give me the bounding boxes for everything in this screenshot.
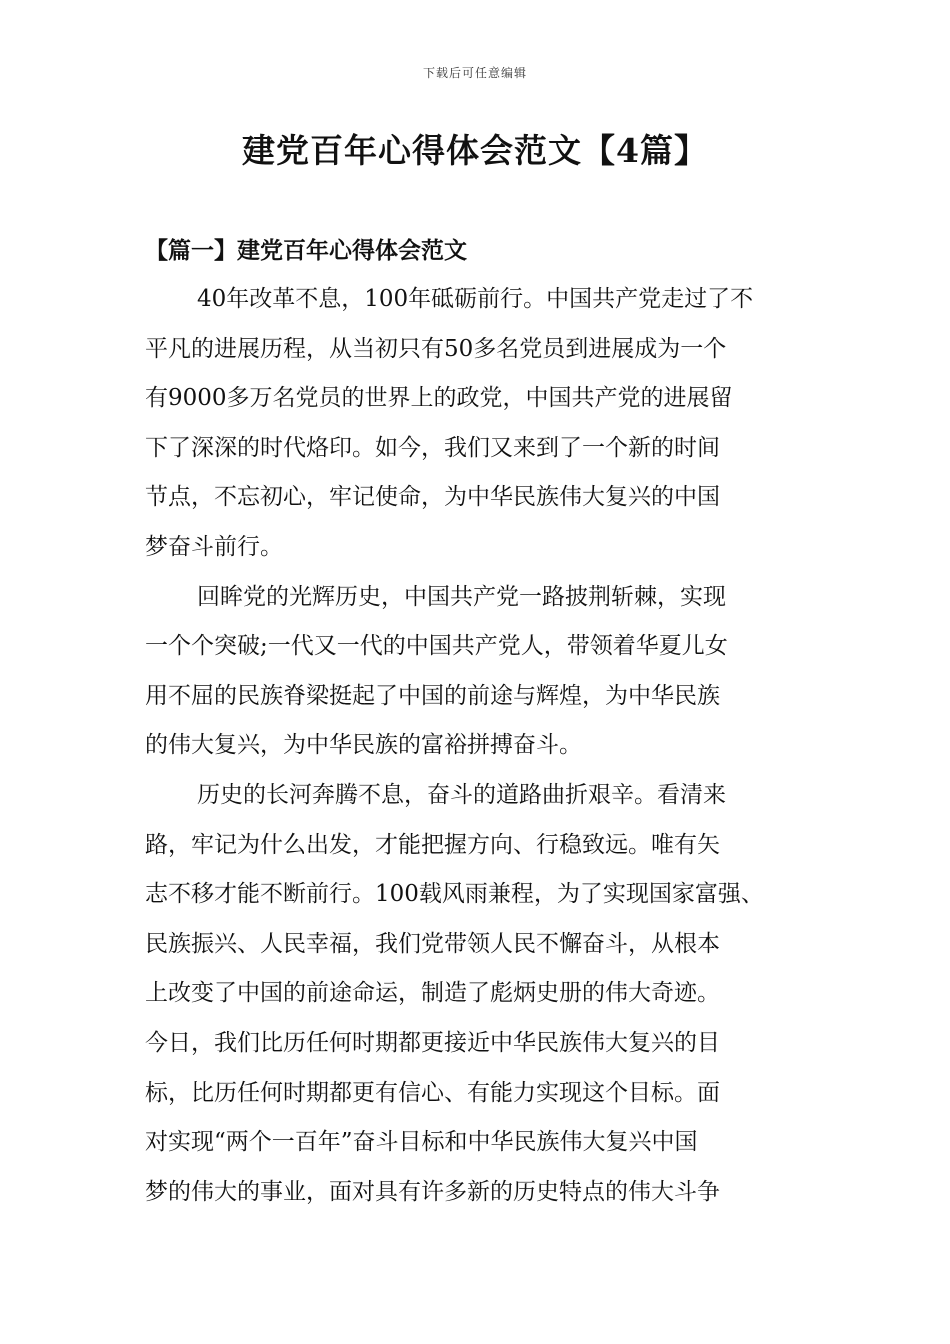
paragraph-1-line-1: 40年改革不息，100年砥砺前行。中国共产党走过了不 [197,286,754,312]
paragraph-2-line-1: 回眸党的光辉历史，中国共产党一路披荆斩棘，实现 [197,583,726,610]
paragraph-3-line-4: 民族振兴、人民幸福，我们党带领人民不懈奋斗，从根本 [145,930,720,957]
paragraph-1-line-3: 有9000多万名党员的世界上的政党，中国共产党的进展留 [145,385,733,412]
paragraph-1-line-5: 节点，不忘初心，牢记使命，为中华民族伟大复兴的中国 [145,484,720,511]
paragraph-2-line-3: 用不屈的民族脊梁挺起了中国的前途与辉煌，为中华民族 [145,682,720,709]
paragraph-1-line-4: 下了深深的时代烙印。如今，我们又来到了一个新的时间 [145,434,720,461]
paragraph-3-line-8: 对实现“两个一百年”奋斗目标和中华民族伟大复兴中国 [145,1129,698,1156]
paragraph-3-line-5: 上改变了中国的前途命运，制造了彪炳史册的伟大奇迹。 [145,980,720,1007]
paragraph-3-line-7: 标，比历任何时期都更有信心、有能力实现这个目标。面 [145,1079,720,1106]
paragraph-3-line-3: 志不移才能不断前行。100载风雨兼程，为了实现国家富强、 [145,881,764,908]
paragraph-1-line-2: 平凡的进展历程，从当初只有50多名党员到进展成为一个 [145,335,727,362]
section-heading: 【篇一】建党百年心得体会范文 [145,237,467,264]
paragraph-3-line-1: 历史的长河奔腾不息，奋斗的道路曲折艰辛。看清来 [197,781,726,808]
paragraph-2-line-4: 的伟大复兴，为中华民族的富裕拼搏奋斗。 [145,732,582,759]
header-note: 下载后可任意编辑 [422,66,527,80]
body-text [145,275,805,1217]
paragraph-2-line-2: 一个个突破;一代又一代的中国共产党人，带领着华夏儿女 [145,633,728,660]
paragraph-3-line-6: 今日，我们比历任何时期都更接近中华民族伟大复兴的目 [145,1029,720,1056]
paragraph-3-line-9: 梦的伟大的事业，面对具有许多新的历史特点的伟大斗争 [145,1178,720,1205]
paragraph-3-line-2: 路，牢记为什么出发，才能把握方向、行稳致远。唯有矢 [145,831,720,858]
document-title: 建党百年心得体会范文【4篇】 [242,131,708,170]
paragraph-1-line-6: 梦奋斗前行。 [145,533,283,560]
